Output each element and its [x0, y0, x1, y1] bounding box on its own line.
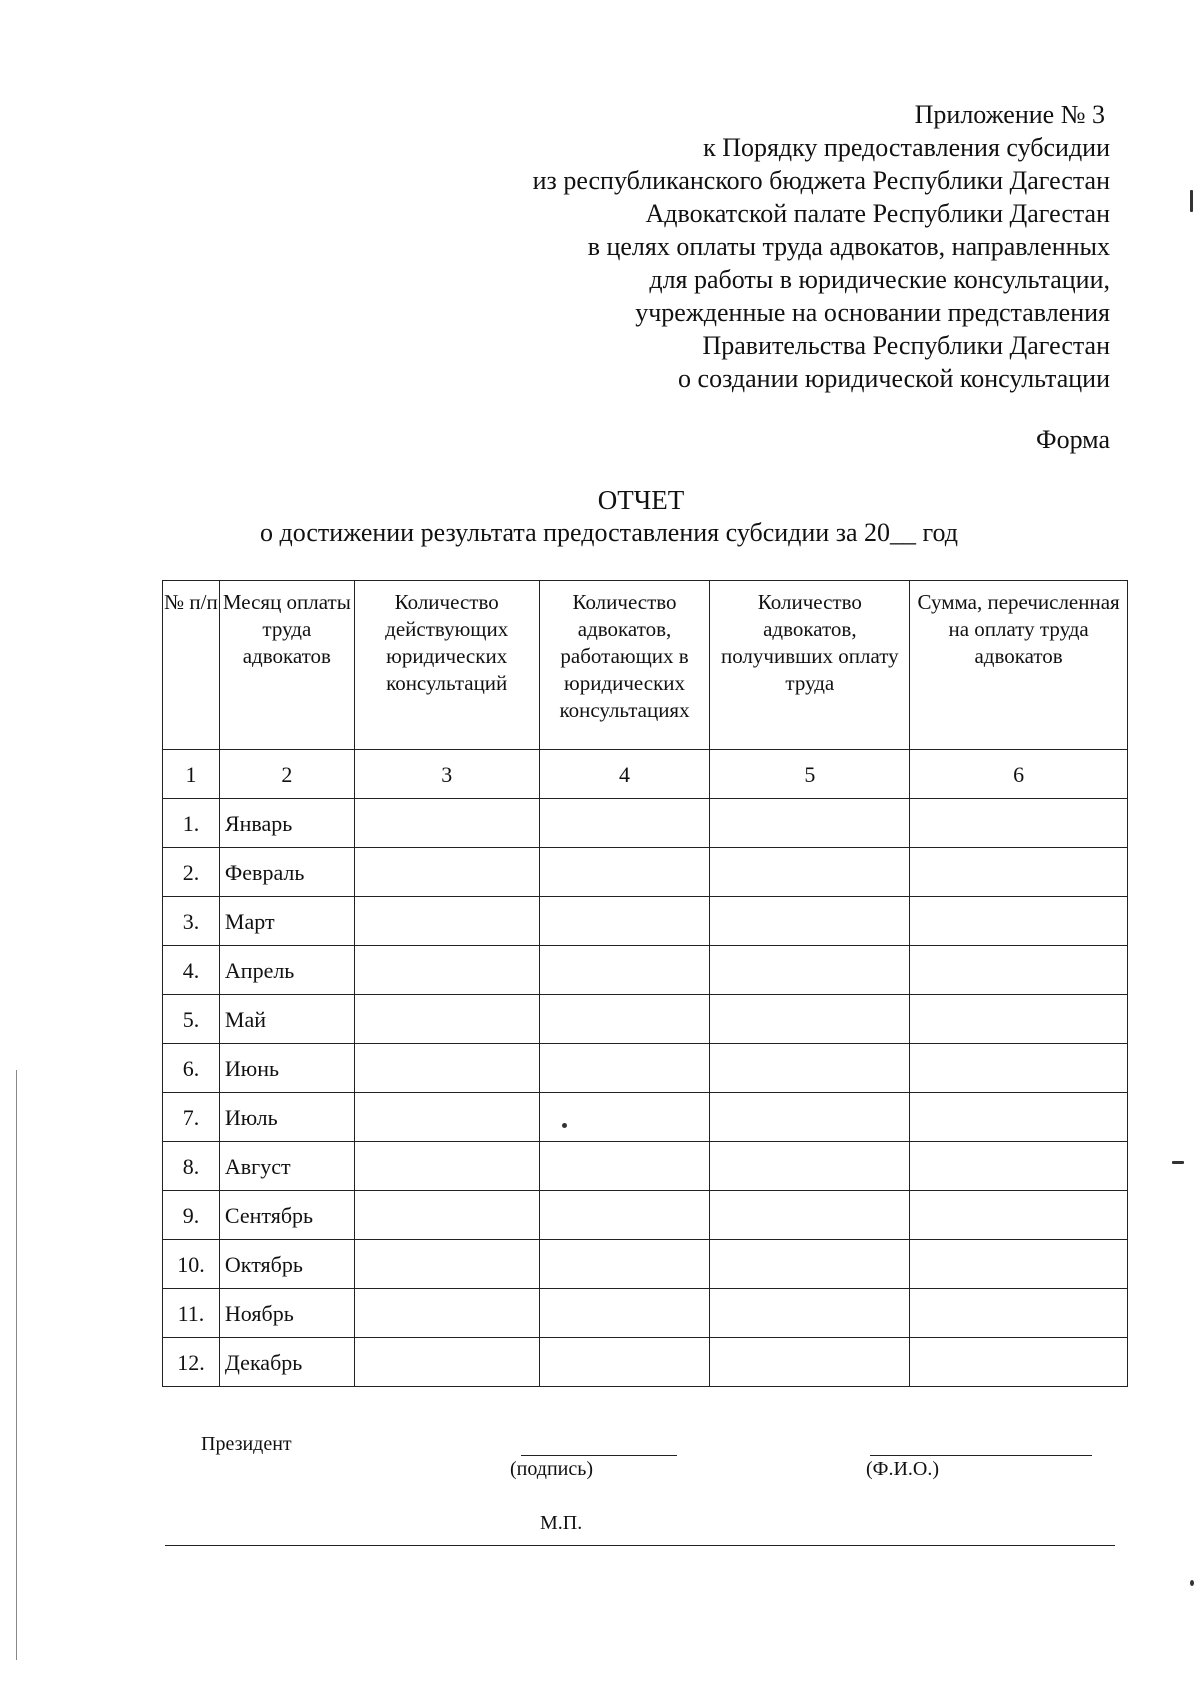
month-cell: Ноябрь	[219, 1289, 354, 1338]
scan-speck	[562, 1123, 567, 1128]
table-row	[163, 1240, 1128, 1289]
consultations-cell	[354, 1191, 539, 1240]
lawyers-paid-cell	[710, 897, 910, 946]
lawyers-working-cell	[539, 1289, 710, 1338]
lawyers-paid-cell	[710, 946, 910, 995]
column-number: 5	[710, 750, 910, 799]
scan-margin-line	[16, 1070, 17, 1660]
name-caption: (Ф.И.О.)	[866, 1458, 940, 1480]
table-row	[163, 848, 1128, 897]
month-cell: Февраль	[219, 848, 354, 897]
consultations-cell	[354, 946, 539, 995]
header-cell-consultations: Количество действующих юридических консультаций	[354, 581, 539, 750]
form-label: Форма	[1036, 425, 1110, 454]
annex-line: Адвокатской палате Республики Дагестан	[645, 199, 1110, 228]
table-row	[163, 1044, 1128, 1093]
lawyers-working-cell	[539, 1191, 710, 1240]
bottom-rule	[165, 1545, 1115, 1546]
lawyers-working-cell	[539, 799, 710, 848]
table-row	[163, 1142, 1128, 1191]
annex-line: Правительства Республики Дагестан	[702, 331, 1110, 360]
stamp-label: М.П.	[540, 1512, 583, 1534]
table-row	[163, 1289, 1128, 1338]
month-cell: Март	[219, 897, 354, 946]
annex-line: в целях оплаты труда адвокатов, направленных	[587, 232, 1110, 261]
annex-line: учрежденные на основании представления	[635, 298, 1110, 327]
amount-cell	[910, 1289, 1128, 1338]
report-table	[162, 580, 1128, 1387]
annex-line: о создании юридической консультации	[678, 364, 1110, 393]
consultations-cell	[354, 1289, 539, 1338]
column-number: 1	[163, 750, 220, 799]
amount-cell	[910, 1240, 1128, 1289]
amount-cell	[910, 897, 1128, 946]
amount-cell	[910, 1044, 1128, 1093]
row-number-cell: 10.	[163, 1240, 220, 1289]
lawyers-working-cell	[539, 897, 710, 946]
lawyers-paid-cell	[710, 1142, 910, 1191]
lawyers-paid-cell	[710, 995, 910, 1044]
lawyers-paid-cell	[710, 1338, 910, 1387]
amount-cell	[910, 1093, 1128, 1142]
report-title: ОТЧЕТ	[597, 485, 685, 515]
lawyers-paid-cell	[710, 1044, 910, 1093]
row-number-cell: 12.	[163, 1338, 220, 1387]
month-cell: Апрель	[219, 946, 354, 995]
scan-speck	[1190, 1580, 1194, 1586]
annex-heading	[533, 98, 1110, 395]
annex-line: из республиканского бюджета Республики Дагестан	[532, 166, 1110, 195]
row-number-cell: 6.	[163, 1044, 220, 1093]
month-cell: Сентябрь	[219, 1191, 354, 1240]
lawyers-working-cell	[539, 1093, 710, 1142]
lawyers-working-cell	[539, 946, 710, 995]
lawyers-paid-cell	[710, 1093, 910, 1142]
signature-caption: (подпись)	[510, 1458, 594, 1480]
signature-line	[521, 1455, 677, 1456]
header-cell-number: № п/п	[163, 581, 220, 750]
row-number-cell: 1.	[163, 799, 220, 848]
row-number-cell: 11.	[163, 1289, 220, 1338]
header-cell-lawyers-working: Количество адвокатов, работающих в юридических консультациях	[539, 581, 710, 750]
annex-line: к Порядку предоставления субсидии	[703, 133, 1110, 162]
month-cell: Октябрь	[219, 1240, 354, 1289]
table-row	[163, 1338, 1128, 1387]
lawyers-paid-cell	[710, 1191, 910, 1240]
table-row	[163, 1191, 1128, 1240]
column-number: 4	[539, 750, 710, 799]
consultations-cell	[354, 848, 539, 897]
table-row	[163, 799, 1128, 848]
scan-speck	[1190, 190, 1193, 212]
month-cell: Август	[219, 1142, 354, 1191]
scan-speck	[1172, 1161, 1184, 1164]
table-header-row	[163, 581, 1128, 750]
table-row	[163, 995, 1128, 1044]
table-row	[163, 1093, 1128, 1142]
month-cell: Июнь	[219, 1044, 354, 1093]
table-row	[163, 946, 1128, 995]
column-number: 6	[910, 750, 1128, 799]
amount-cell	[910, 1191, 1128, 1240]
consultations-cell	[354, 799, 539, 848]
lawyers-working-cell	[539, 1338, 710, 1387]
lawyers-working-cell	[539, 1142, 710, 1191]
amount-cell	[910, 848, 1128, 897]
lawyers-working-cell	[539, 1240, 710, 1289]
header-cell-month: Месяц оплаты труда адвокатов	[219, 581, 354, 750]
row-number-cell: 4.	[163, 946, 220, 995]
table-row	[163, 897, 1128, 946]
amount-cell	[910, 1142, 1128, 1191]
consultations-cell	[354, 897, 539, 946]
consultations-cell	[354, 1044, 539, 1093]
consultations-cell	[354, 1338, 539, 1387]
lawyers-working-cell	[539, 1044, 710, 1093]
row-number-cell: 5.	[163, 995, 220, 1044]
signatory-role: Президент	[201, 1433, 292, 1455]
lawyers-paid-cell	[710, 848, 910, 897]
annex-line: Приложение № 3	[914, 100, 1105, 129]
row-number-cell: 3.	[163, 897, 220, 946]
column-number: 3	[354, 750, 539, 799]
column-number-row	[163, 750, 1128, 799]
consultations-cell	[354, 1240, 539, 1289]
amount-cell	[910, 1338, 1128, 1387]
consultations-cell	[354, 995, 539, 1044]
amount-cell	[910, 799, 1128, 848]
consultations-cell	[354, 1093, 539, 1142]
header-cell-lawyers-paid: Количество адвокатов, получивших оплату труда	[710, 581, 910, 750]
lawyers-paid-cell	[710, 799, 910, 848]
row-number-cell: 7.	[163, 1093, 220, 1142]
lawyers-paid-cell	[710, 1289, 910, 1338]
lawyers-working-cell	[539, 848, 710, 897]
annex-line: для работы в юридические консультации,	[649, 265, 1110, 294]
report-subtitle: о достижении результата предоставления субсидии за 20__ год	[260, 518, 959, 547]
lawyers-working-cell	[539, 995, 710, 1044]
month-cell: Январь	[219, 799, 354, 848]
row-number-cell: 8.	[163, 1142, 220, 1191]
consultations-cell	[354, 1142, 539, 1191]
row-number-cell: 9.	[163, 1191, 220, 1240]
amount-cell	[910, 946, 1128, 995]
name-line	[870, 1455, 1092, 1456]
month-cell: Май	[219, 995, 354, 1044]
month-cell: Декабрь	[219, 1338, 354, 1387]
header-cell-amount: Сумма, перечисленная на оплату труда адвокатов	[910, 581, 1128, 750]
lawyers-paid-cell	[710, 1240, 910, 1289]
column-number: 2	[219, 750, 354, 799]
month-cell: Июль	[219, 1093, 354, 1142]
row-number-cell: 2.	[163, 848, 220, 897]
amount-cell	[910, 995, 1128, 1044]
